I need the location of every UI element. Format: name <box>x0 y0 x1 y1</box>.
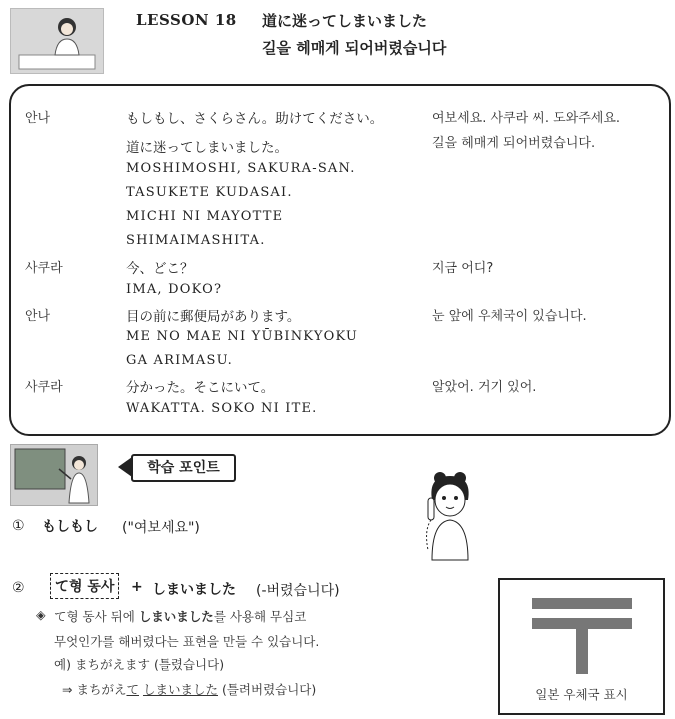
teacher-illustration <box>10 8 104 74</box>
dialogue-ko: 눈 앞에 우체국이 있습니다. <box>432 309 587 324</box>
dialogue-ko: 알았어. 거기 있어. <box>432 380 537 395</box>
postal-mark-icon <box>500 580 663 680</box>
dialogue-romaji: TASUKETE KUDASAI. <box>126 185 293 200</box>
postal-symbol-box <box>498 578 665 715</box>
lesson-title-ko: 길을 헤매게 되어버렸습니다 <box>262 39 447 57</box>
plus-sign: + <box>131 579 143 595</box>
postal-caption: 일본 우체국 표시 <box>535 687 628 702</box>
dialogue-ko: 여보세요. 사쿠라 씨. 도와주세요. <box>432 111 621 126</box>
example-result-line: ⇒ まちがえて しまいました (틀려버렸습니다) <box>62 682 317 697</box>
point-number: ① <box>12 518 25 534</box>
point-1-jp: もしもし <box>42 519 98 535</box>
dialogue-ko: 지금 어디? <box>432 261 494 276</box>
dialogue-jp: 道に迷ってしまいました。 <box>126 140 288 156</box>
speaker: 안나 <box>25 309 51 324</box>
dialogue-ko: 길을 헤매게 되어버렸습니다. <box>432 136 596 151</box>
dialogue-romaji: SHIMAIMASHITA. <box>126 233 266 248</box>
dialogue-jp: 今、どこ？ <box>126 261 194 277</box>
speaker: 사쿠라 <box>25 380 63 395</box>
study-point-tag: 학습 포인트 <box>131 454 236 482</box>
point-2-jp: しまいました <box>152 582 236 598</box>
dialogue-romaji: MICHI NI MAYOTTE <box>126 209 284 224</box>
explanation-line-2: 무엇인가를 해버렸다는 표현을 만들 수 있습니다. <box>54 634 320 649</box>
dialogue-romaji: GA ARIMASU. <box>126 353 233 368</box>
lesson-title-jp: 道に迷ってしまいました <box>262 12 428 30</box>
te-form-verb-box: て형 동사 <box>50 573 119 599</box>
speaker: 사쿠라 <box>25 261 63 276</box>
girl-phone-illustration <box>410 470 490 562</box>
explanation-line-1: て형 동사 뒤에 しまいました를 사용해 무심코 <box>54 609 307 624</box>
teacher-board-illustration <box>10 444 98 506</box>
point-2-ko: (-버렸습니다) <box>256 583 340 599</box>
dialogue-romaji: IMA, DOKO? <box>126 282 223 297</box>
speaker: 안나 <box>25 111 51 126</box>
dialogue-romaji: WAKATTA. SOKO NI ITE. <box>126 401 318 416</box>
dialogue-jp: もしもし、さくらさん。助けてください。 <box>126 111 384 127</box>
tag-arrow <box>118 457 132 477</box>
point-1-ko: ("여보세요") <box>122 520 200 536</box>
example-line: 예) まちがえます (틀렸습니다) <box>54 657 225 672</box>
bullet-icon: ◈ <box>36 607 46 622</box>
lesson-number: LESSON 18 <box>136 11 237 29</box>
dialogue-romaji: ME NO MAE NI YŪBINKYOKU <box>126 329 359 344</box>
point-number: ② <box>12 580 25 596</box>
dialogue-romaji: MOSHIMOSHI, SAKURA-SAN. <box>126 161 356 176</box>
dialogue-jp: 分かった。そこにいて。 <box>126 380 275 396</box>
dialogue-jp: 目の前に郵便局があります。 <box>126 309 301 325</box>
